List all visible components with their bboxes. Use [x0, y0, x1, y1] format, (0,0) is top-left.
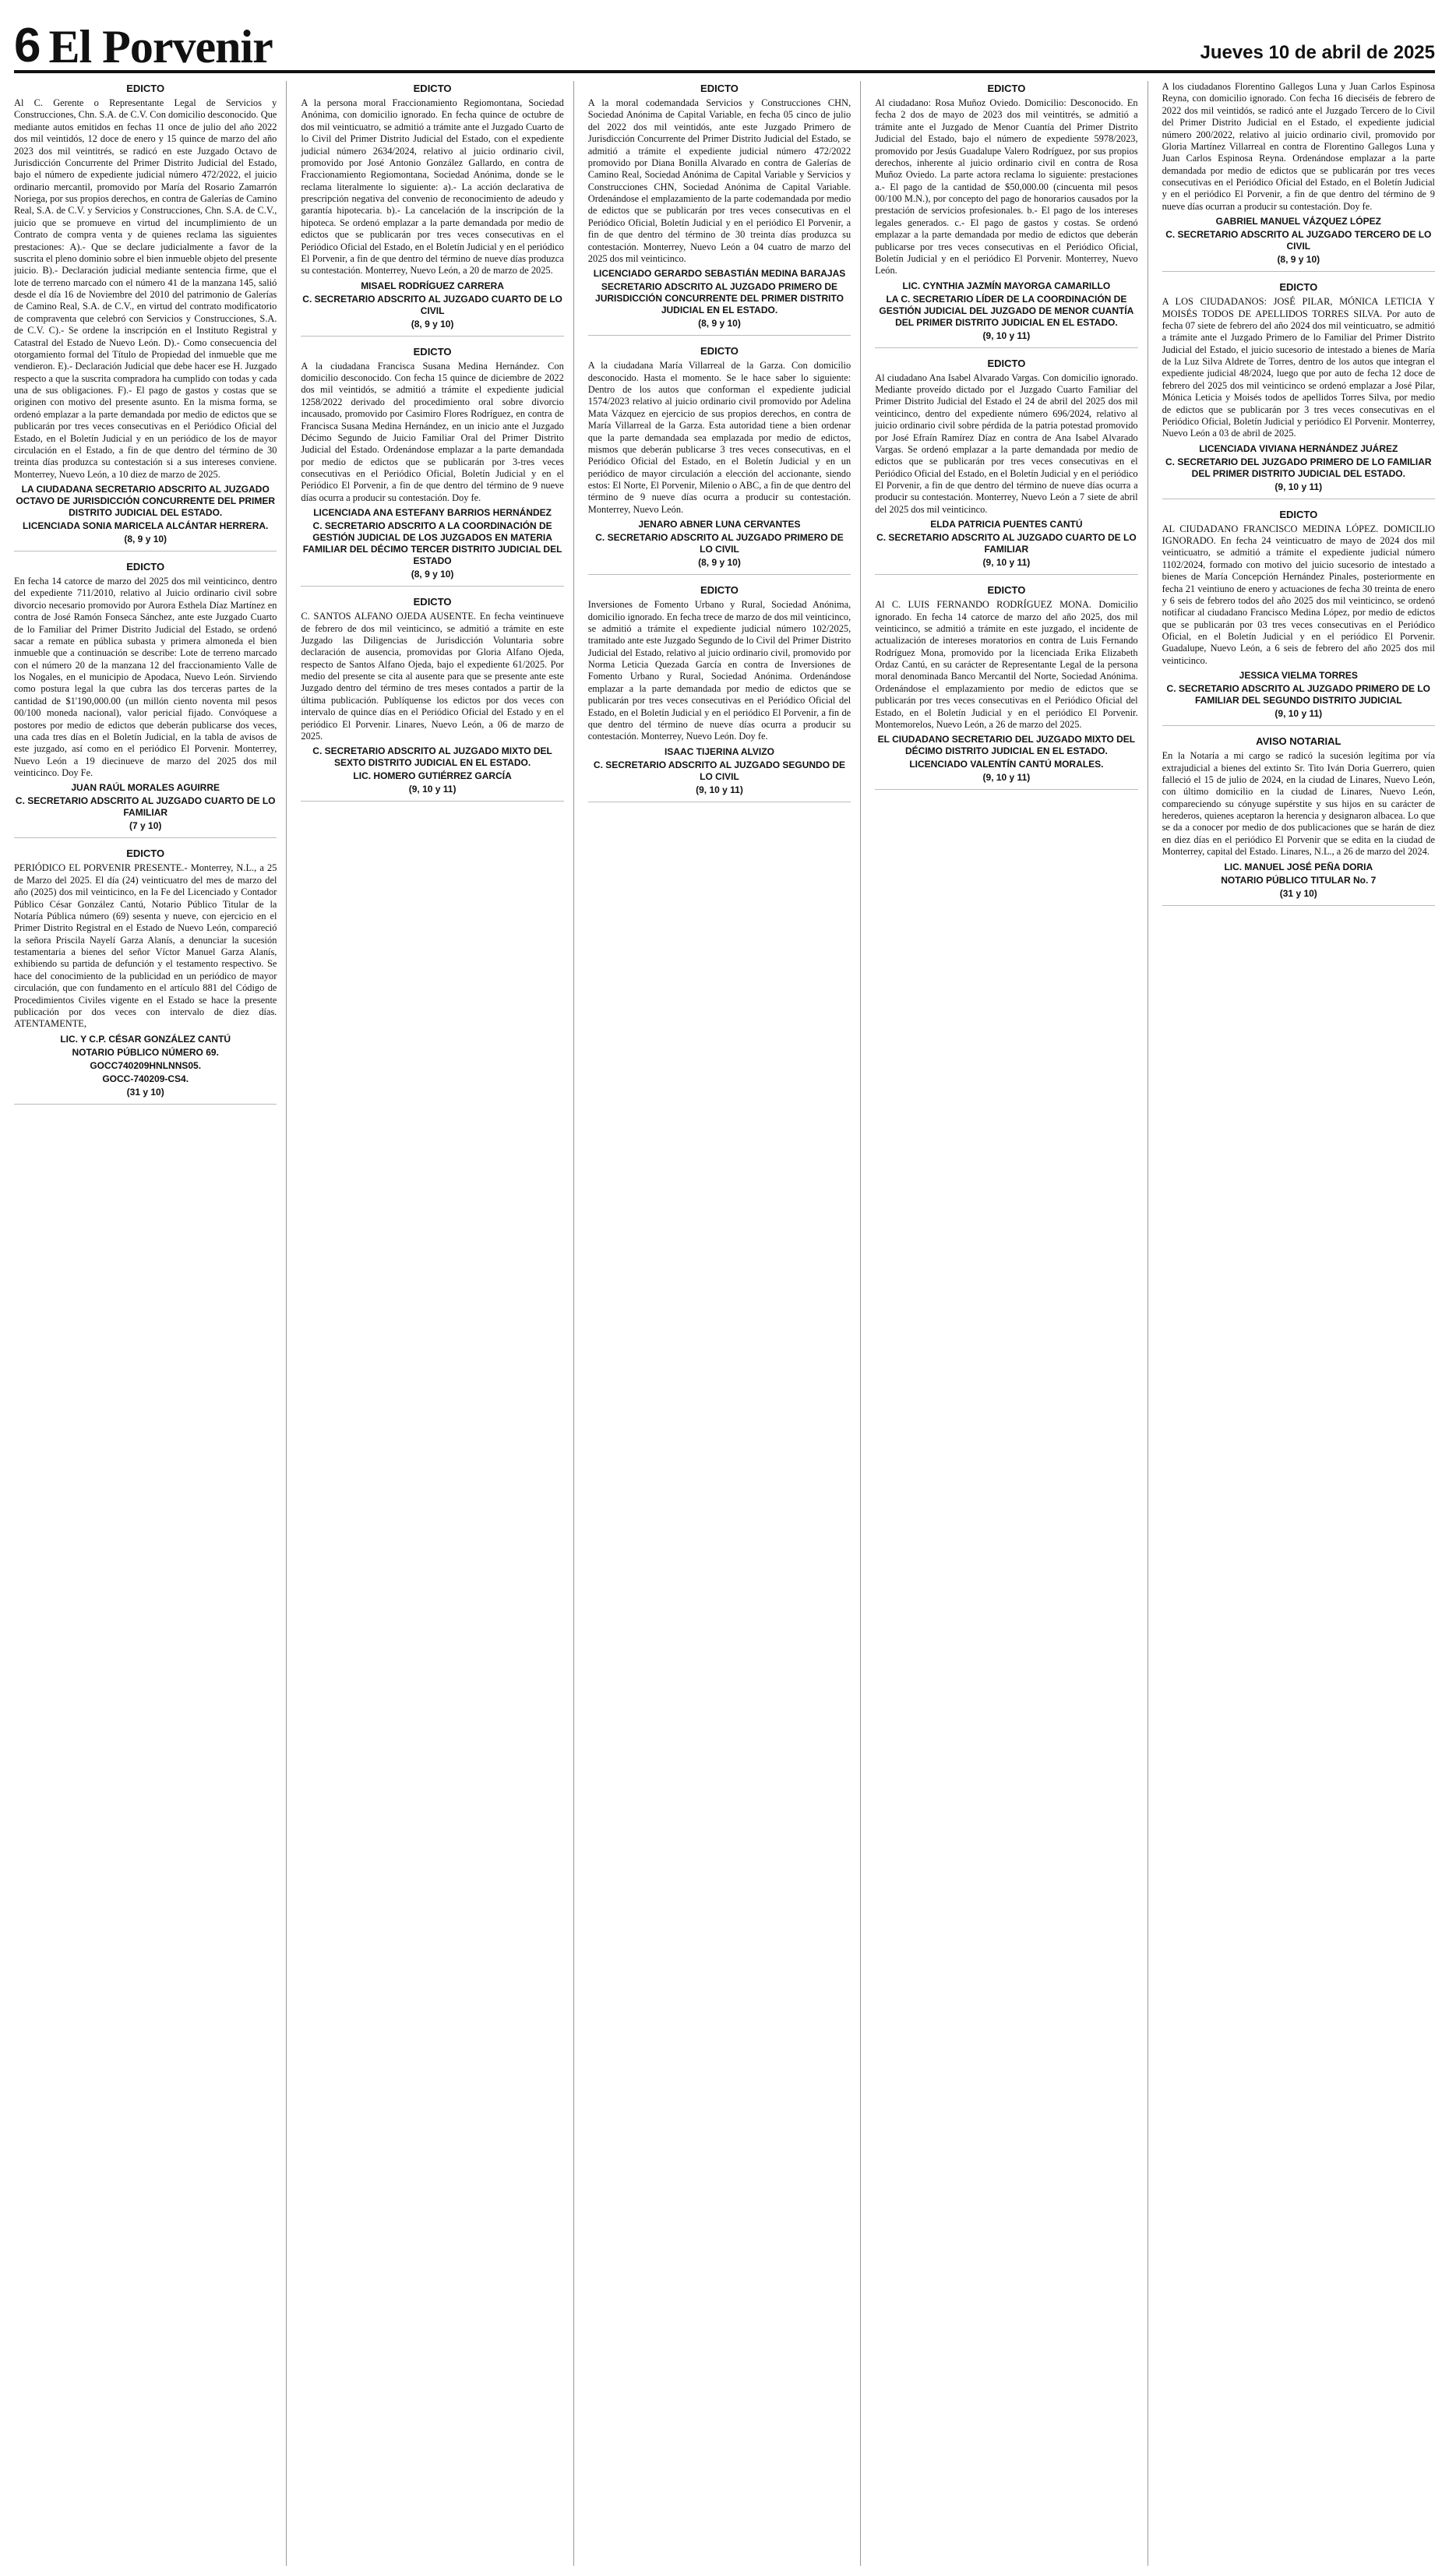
legal-notices-columns — [14, 81, 1435, 2566]
edict-heading: EDICTO — [700, 584, 739, 597]
edict-signature-line: LIC. Y C.P. CÉSAR GONZÁLEZ CANTÚ — [60, 1033, 231, 1045]
edict-body: Al C. LUIS FERNANDO RODRÍGUEZ MONA. Domicilio ignorado. En fecha 14 catorce de marzo del año 2025, dos mil veinticinco, se admitió a trámite en este juzgado, el incidente de actualización de intereses moratorios en contra de Luis Fernando Rodríguez Mona, promovido por la licenciada Erika Elizabeth Ordaz Cantú, en su carácter de Representante Legal de la persona moral denominada Banco Mercantil del Norte, Sociedad Anónima. Ordenándose el emplazamiento por medio de edictos que se publicarán por tres veces consecutivas en el Periódico Oficial del Estado, en el Boletín Judicial y en el periódico El Porvenir. Montemorelos, Nuevo León, a 26 de marzo del 2025. — [875, 599, 1138, 730]
edict-signature-line: C. SECRETARIO ADSCRITO AL JUZGADO CUARTO DE LO CIVIL — [302, 293, 562, 316]
edict-signature-line: C. SECRETARIO ADSCRITO A LA COORDINACIÓN DE GESTIÓN JUDICIAL DE LOS JUZGADOS EN MATERIA FAMILIAR DEL DÉCIMO TERCER DISTRITO JUDICIAL DEL ESTADO — [302, 520, 562, 567]
edict-signature-line: MISAEL RODRÍGUEZ CARRERA — [361, 280, 504, 291]
edict-body: Inversiones de Fomento Urbano y Rural, Sociedad Anónima, domicilio ignorado. En fecha trece de marzo de dos mil veinticinco, se admitió a trámite el expediente judicial número 102/2025, tramitado ante este Juzgado Segundo de lo Civil del Primer Distrito Judicial del Estado, relativo al juicio ordinario civil, promovido por Norma Leticia Quezada García en contra de Inversiones de Fomento Urbano y Rural, Sociedad Anónima. Ordenándose emplazar a la parte demandada por medio de edictos que se publicarán por tres veces consecutivas en el Periódico Oficial del Estado, en el Boletín Judicial y en el periódico El Porvenir, a fin de que dentro del término de nueve días ocurra a producir su contestación. Monterrey, Nuevo León. Doy fe. — [587, 599, 851, 742]
edict-notice — [588, 345, 851, 575]
edict-signature-line: C. SECRETARIO ADSCRITO AL JUZGADO PRIMERO DE LO CIVIL — [595, 532, 844, 555]
edict-notice — [14, 83, 277, 551]
edict-signature-line: LA CIUDADANA SECRETARIO ADSCRITO AL JUZGADO OCTAVO DE JURISDICCIÓN CONCURRENTE DEL PRIMER DISTRITO JUDICIAL DEL ESTADO. — [16, 484, 276, 518]
edict-signature-line: LA C. SECRETARIO LÍDER DE LA COORDINACIÓN DE GESTIÓN JUDICIAL DEL JUZGADO DE MENOR CUANTÍA DEL PRIMER DISTRITO JUDICIAL EN EL ESTADO. — [879, 293, 1134, 328]
edict-signature-line: GOCC740209HNLNNS05. — [90, 1059, 202, 1071]
edict-signature-line: LICENCIADO VALENTÍN CANTÚ MORALES. — [909, 759, 1104, 770]
edict-notice — [301, 596, 563, 802]
edict-signature-line: LIC. CYNTHIA JAZMÍN MAYORGA CAMARILLO — [902, 280, 1111, 291]
edict-body: A la moral codemandada Servicios y Construcciones CHN, Sociedad Anónima de Capital Variable, en fecha 05 cinco de julio del 2022 dos mil veintidós, ante este Juzgado Primero de Jurisdicción Concurrente del Primer Distrito Judicial del Estado, se admitió a trámite el expediente judicial número 472/2022 promovido por Diana Bonilla Alvarado en contra de Galerías de Camino Real, Sociedad Anónima de Capital Variable y Servicios y Construcciones CHN, Sociedad Anónima de Capital Variable. Ordenándose el emplazamiento de la parte codemandada por medio de edictos que se publicarán por tres veces consecutivas en el Periódico Oficial, Boletín Judicial y en el periódico El Porvenir, a fin de que dentro del término de 30 treinta días produzca su contestación. Monterrey, Nuevo León a 04 cuatro de marzo del 2025 dos mil veinticinco. — [587, 97, 851, 264]
edict-heading: EDICTO — [126, 561, 165, 573]
edict-notice — [588, 83, 851, 336]
publication-dates: (8, 9 y 10) — [124, 534, 167, 544]
publication-dates: (9, 10 y 11) — [982, 772, 1031, 784]
edict-heading: EDICTO — [413, 345, 452, 358]
edict-heading: EDICTO — [700, 345, 739, 358]
edict-signature-line: JENARO ABNER LUNA CERVANTES — [638, 519, 801, 530]
publication-dates: (31 y 10) — [1279, 887, 1317, 899]
edict-notice — [301, 83, 563, 337]
newspaper-name: El Porvenir — [48, 21, 273, 72]
edict-signature-line: NOTARIO PÚBLICO NÚMERO 69. — [72, 1046, 219, 1058]
edict-signature-line: NOTARIO PÚBLICO TITULAR No. 7 — [1221, 874, 1377, 886]
publication-dates: (31 y 10) — [126, 1086, 164, 1098]
edict-heading: EDICTO — [987, 357, 1026, 369]
edict-notice — [875, 584, 1137, 790]
edict-heading: EDICTO — [700, 83, 739, 94]
edict-signature-line: SECRETARIO ADSCRITO AL JUZGADO PRIMERO DE JURISDICCIÓN CONCURRENTE DEL PRIMER DISTRITO JUDICIAL EN EL ESTADO. — [595, 281, 844, 316]
publication-dates: (8, 9 y 10) — [698, 557, 741, 569]
column-4 — [875, 81, 1148, 2566]
edict-signature-line: EL CIUDADANO SECRETARIO DEL JUZGADO MIXTO DEL DÉCIMO DISTRITO JUDICIAL EN EL ESTADO. — [877, 734, 1136, 757]
edict-signature-line: C. SECRETARIO ADSCRITO AL JUZGADO CUARTO DE LO FAMILIAR — [15, 795, 276, 819]
edict-signature-line: LICENCIADA SONIA MARICELA ALCÁNTAR HERRERA. — [23, 520, 269, 531]
edict-heading: EDICTO — [413, 596, 452, 608]
issue-date: Jueves 10 de abril de 2025 — [1200, 42, 1435, 63]
publication-dates: (9, 10 y 11) — [696, 784, 743, 795]
edict-body: A LOS CIUDADANOS: JOSÉ PILAR, MÓNICA LETICIA Y MOISÉS TODOS DE APELLIDOS TORRES SILVA. Por auto de fecha 07 siete de febrero del año 2024 dos mil veinticuatro, se admitió a trámite ante el Juzgado Primero de lo Familiar del Primer Distrito Judicial del Estado, el juicio sucesorio de intestado a bienes de María de la Luz Silva Aldrete de Torres, dentro de los autos que integran el expediente judicial 48/2024, luego que por auto de fecha 12 doce de febrero del 2025 dos mil veinticinco se ordenó emplazar a José Pilar, Mónica Leticia y Moisés todos de apellidos Torres Silva, por medio de edictos que se publicarán por 3 tres veces consecutivas en el Periódico Oficial, Boletín Judicial y periódico El Porvenir. Monterrey, Nuevo León a 03 de abril de 2025. — [1162, 296, 1435, 439]
column-3 — [588, 81, 861, 2566]
page-number: 6 — [14, 19, 41, 72]
publication-dates: (9, 10 y 11) — [1274, 481, 1323, 492]
edict-body: En la Notaría a mi cargo se radicó la sucesión legítima por vía extrajudicial a bienes del extinto Sr. Tito Iván Doria Guerrero, quien falleció el 15 de julio de 2024, en la ciudad de Linares, Nuevo León, con último domicilio en la ciudad de Linares, Nuevo León, compareciendo su cónyuge supérstite y sus hijos en su carácter de herederos, quienes aceptaron la herencia y designaron albacea. Lo que se da a conocer por medio de dos publicaciones que se harán de diez en diez días en el periódico El Porvenir que se edita en la ciudad de Monterrey, capital del Estado. Linares, N.L., a 26 de marzo del 2024. — [1162, 750, 1435, 858]
edict-signature-line: GABRIEL MANUEL VÁZQUEZ LÓPEZ — [1215, 216, 1381, 227]
edict-signature-line: LICENCIADA ANA ESTEFANY BARRIOS HERNÁNDEZ — [313, 507, 552, 519]
publication-dates: (9, 10 y 11) — [982, 329, 1031, 341]
edict-notice — [301, 346, 563, 587]
publication-dates: (8, 9 y 10) — [698, 318, 741, 329]
edict-body: Al C. Gerente o Representante Legal de Servicios y Construcciones, Chn. S.A. de C.V. Con domicilio desconocido. Que mediante autos emitidos en fechas 11 once de julio del año 2022 dos mil veintidós, 12 doce de enero y 15 quince de marzo del año 2023 dos mil veintitrés, se radicó en este Juzgado Octavo de Jurisdicción Concurrente del Primer Distrito Judicial del Estado, bajo el número de expediente judicial número 472/2022, el juicio ordinario mercantil, promovido por María del Rosario Zamarrón Noriega, por sus propios derechos, en contra de Galerías de Camino Real, S.A. de C.V. y Servicios y Construcciones, Chn. S.A. de C.V., juicio que se promueve en virtud del incumplimiento de un Contrato de compra venta y de quienes reclama las siguientes prestaciones: A).- Que se declare judicialmente a favor de la suscrita el pleno dominio sobre el bien inmueble objeto del presente juicio. B).- Declaración judicial mediante sentencia firme, que el lote de terreno marcado con el número 41 de la manzana 145, salió desde el día 16 de Noviembre del 2010 del patrimonio de Galerías de Camino Real, S.A. de C.V., en virtud del contrato modificatorio de compraventa que celebró con Servicios y Construcciones, S.A. de C.V. C).- Se ordene la inscripción en el Instituto Registral y Catastral del Estado de Nuevo León. D).- Como consecuencia del otorgamiento formal del Título de Propiedad del inmueble que me vendieron. E).- Declaración Judicial que debe hacer ese H. Juzgado respecto a que la suscrita compradora ha cumplido con todas y cada una de sus obligaciones. F).- El pago de gastos y costas que se originen con motivo del presente asunto. En la misma forma, se ordenó emplazar a la parte demandada por medio de edictos que se publicarán por tres veces consecutivas en el Periódico Oficial del Estado, en el Boletín Judicial y en un periódico de los de mayor circulación en el Estado, a fin de que dentro del término de 30 treinta días produzca su contestación si a sus intereses conviene. Monterrey, Nuevo León, a 10 diez de marzo de 2025. — [14, 97, 277, 480]
edict-signature-line: C. SECRETARIO DEL JUZGADO PRIMERO DE LO FAMILIAR DEL PRIMER DISTRITO JUDICIAL DEL ESTADO. — [1165, 456, 1432, 479]
edict-signature-line: LIC. MANUEL JOSÉ PEÑA DORIA — [1224, 861, 1373, 872]
edict-signature-line: GOCC-740209-CS4. — [102, 1073, 189, 1084]
edict-notice — [1162, 509, 1435, 727]
edict-signature-line: LICENCIADA VIVIANA HERNÁNDEZ JUÁREZ — [1199, 442, 1398, 454]
publication-dates: (8, 9 y 10) — [1277, 254, 1320, 266]
edict-signature-line: LIC. HOMERO GUTIÉRREZ GARCÍA — [353, 770, 512, 782]
edict-heading: EDICTO — [987, 584, 1026, 597]
edict-body: Al ciudadano Ana Isabel Alvarado Vargas. Con domicilio ignorado. Mediante proveído dictado por el Juzgado Cuarto Familiar del Primer Distrito Judicial del Estado el 24 de abril del 2025 dos mil veinticinco, dentro del expediente número 696/2024, relativo al juicio ordinario civil sobre pérdida de la patria potestad promovido por José Efraín Ramírez Díaz en contra de Ana Isabel Alvarado Vargas. Se ordenó emplazar a la parte demandada por medio de edictos que se publicarán por tres veces consecutivas en el Periódico Oficial del Estado, en el Boletín Judicial y en el periódico El Porvenir, a fin de que dentro del término de nueve días ocurra a producir su contestación. Monterrey, Nuevo León a 7 siete de abril del 2025 dos mil veinticinco. — [875, 372, 1138, 515]
publication-dates: (8, 9 y 10) — [411, 569, 454, 580]
edict-signature-line: ISAAC TIJERINA ALVIZO — [665, 745, 774, 757]
edict-signature-line: C. SECRETARIO ADSCRITO AL JUZGADO CUARTO DE LO FAMILIAR — [876, 532, 1137, 555]
edict-notice — [1162, 281, 1435, 499]
edict-heading: EDICTO — [1279, 508, 1318, 520]
edict-notice — [1162, 81, 1435, 272]
edict-signature-line: ELDA PATRICIA PUENTES CANTÚ — [930, 519, 1083, 530]
edict-signature-line: JESSICA VIELMA TORRES — [1239, 670, 1358, 682]
edict-body: AL CIUDADANO FRANCISCO MEDINA LÓPEZ. DOMICILIO IGNORADO. En fecha 24 veinticuatro de mayo de 2024 dos mil veinticuatro, se admitió a trámite el expediente judicial número 1102/2024, formado con motivo del juicio sucesorio de intestado a bienes de María Concepción Hernández Pinales, posteriormente en fecha 21 veintiuno de enero y actuaciones de fecha 30 treinta de enero y 6 seis de febrero todos del año 2025 dos mil veinticinco, se ordenó notificar al ciudadano Francisco Medina López, por medio de edictos que se publicarán por 03 tres veces consecutivas en el Periódico Oficial, en el Boletín Judicial y en el periódico El Porvenir. Guadalupe, Nuevo León, a 6 seis de febrero del año 2025 dos mil veinticinco. — [1162, 523, 1435, 666]
publication-dates: (7 y 10) — [129, 820, 162, 832]
publication-dates: (9, 10 y 11) — [1274, 708, 1323, 720]
brand — [14, 19, 273, 72]
edict-body: A los ciudadanos Florentino Gallegos Luna y Juan Carlos Espinosa Reyna, con domicilio ignorado. Con fecha 16 dieciséis de febrero de 2022 dos mil veintidós, se radicó ante el Juzgado Tercero de lo Civil del Primer Distrito Judicial en el Estado, el expediente judicial número 200/2022, relativo al juicio ordinario civil, promovido por Gloria Martínez Villarreal en contra de Florentino Gallegos Luna y Juan Carlos Espinosa Reyna. Ordenándose emplazar a la parte demandada por medio de edictos que se publicarán por tres veces consecutivas en el Periódico Oficial del Estado, en el Boletín Judicial y en el periódico El Porvenir, a fin de que dentro del término de 9 nueve días ocurran a producir su contestación. Doy fe. — [1162, 81, 1435, 212]
edict-signature-line: C. SECRETARIO ADSCRITO AL JUZGADO PRIMERO DE LO FAMILIAR DEL SEGUNDO DISTRITO JUDICIAL — [1166, 683, 1431, 707]
publication-dates: (9, 10 y 11) — [408, 784, 457, 795]
edict-notice — [875, 83, 1137, 348]
edict-heading: EDICTO — [987, 83, 1026, 94]
column-5 — [1162, 81, 1435, 2566]
edict-notice — [875, 358, 1137, 576]
edict-body: A la ciudadana María Villarreal de la Garza. Con domicilio desconocido. Hasta el momento. Se le hace saber lo siguiente: Dentro de los autos que conforman el expediente judicial 1574/2023 relativo al juicio ordinario civil promovido por Adelina Mata Vázquez en ejercicio de sus propios derechos, en contra de María Villarreal de la Garza. Esta autoridad tiene a bien ordenar que la parte demandada sea emplazada por medio de edictos, mismos que deberán publicarse 3 tres veces consecutivas, en el Periódico Oficial del Estado, en el Boletín Judicial y en un periódico de mayor circulación a elección del accionante, siendo estos: El Norte, El Porvenir, Milenio o ABC, a fin de que dentro del término de 9 nueve días ocurra a producir su contestación. Monterrey, Nuevo León. — [587, 360, 851, 515]
edict-heading: EDICTO — [413, 83, 452, 94]
edict-body: Al ciudadano: Rosa Muñoz Oviedo. Domicilio: Desconocido. En fecha 2 dos de mayo de 2023 dos mil veintitrés, se admitió a trámite ante el Juzgado de Menor Cuantía del Primer Distrito Judicial del Estado, bajo el número de expediente 5978/2023, promovido por Jesús Guadalupe Valero Rodríguez, por sus propios derechos, inherente al juicio ordinario civil en contra de Rosa Muñoz Oviedo. La parte actora reclama lo siguiente: prestaciones a.- El pago de la cantidad de $50,000.00 (cincuenta mil pesos 00/100 M.N.), por concepto del pago de honorarios causados por la prestación de servicios profesionales. b.- El pago de los intereses legales generados. c.- El pago de gastos y costas. Se ordenó emplazar a la parte demandada por medio de edictos que deberán publicarse por tres veces consecutivas en el Periódico Oficial, Boletín Judicial y en el periódico El Porvenir. Monterrey, Nuevo León. — [875, 97, 1138, 277]
column-1 — [14, 81, 287, 2566]
edict-body: C. SANTOS ALFANO OJEDA AUSENTE. En fecha veintinueve de febrero de dos mil veinticinco, se admitió a trámite en este Juzgado las Diligencias de Jurisdicción Voluntaria sobre declaración de ausencia, promovidas por Gloria Alfano Ojeda, respecto de Santos Alfano Ojeda, bajo el expediente 61/2025. Por medio del presente se cita al ausente para que se presente ante este Juzgado dentro del término de tres meses contados a partir de la última publicación. Publíquense los edictos por dos veces con intervalo de quince días en el Periódico Oficial del Estado y en el periódico El Porvenir. Linares, Nuevo León, a 06 de marzo de 2025. — [301, 611, 564, 742]
edict-signature-line: JUAN RAÚL MORALES AGUIRRE — [71, 782, 220, 794]
edict-body: A la persona moral Fraccionamiento Regiomontana, Sociedad Anónima, con domicilio ignorado. En fecha quince de octubre de dos mil veinticuatro, se admitió a trámite ante el Juzgado Cuarto de lo Civil del Primer Distrito Judicial del Estado, con el expediente judicial número 2634/2024, relativo al juicio ordinario civil, promovido por José Antonio González Gallardo, en contra de Fraccionamiento Regiomontana, Sociedad Anónima, donde se le reclama literalmente lo siguiente: a).- La acción declarativa de prescripción negativa del convenio de reconocimiento de adeudo y garantía hipotecaria. b).- La cancelación de la inscripción de la hipoteca. Se ordenó emplazar a la parte demandada por medio de edictos que se publicarán por tres veces consecutivas en el Periódico Oficial del Estado, en el Boletín Judicial y en el periódico El Porvenir, a fin de que dentro del término de nueve días produzca su contestación. Monterrey, Nuevo León, a 20 de marzo de 2025. — [301, 97, 564, 277]
edict-notice — [588, 584, 851, 802]
edict-signature-line: LICENCIADO GERARDO SEBASTIÁN MEDINA BARAJAS — [593, 268, 846, 280]
edict-signature-line: C. SECRETARIO ADSCRITO AL JUZGADO SEGUNDO DE LO CIVIL — [593, 759, 846, 782]
edict-notice — [14, 848, 277, 1104]
masthead — [14, 11, 1435, 73]
edict-signature-line: C. SECRETARIO ADSCRITO AL JUZGADO TERCERO DE LO CIVIL — [1165, 229, 1432, 252]
publication-dates: (8, 9 y 10) — [411, 318, 454, 329]
column-2 — [301, 81, 573, 2566]
edict-heading: EDICTO — [1279, 281, 1318, 294]
edict-body: PERIÓDICO EL PORVENIR PRESENTE.- Monterrey, N.L., a 25 de Marzo del 2025. El día (24) veinticuatro del mes de marzo del año (2025) dos mil veinticinco, en la Fe del Licenciado y Contador Público César González Cantú, Notario Público Titular de la Notaría Pública número (69) sesenta y nueve, con ejercicio en el Primer Distrito Registral en el Estado de Nuevo León, compareció la señora Priscila Nayelí Garza Alanís, a denunciar la sucesión testamentaria a bienes del señor Víctor Manuel Garza Alanís, exhibiendo su partida de defunción y el testamento respectivo. Se hace del conocimiento de la publicidad en un periódico de mayor circulación, que con fundamento en el artículo 881 del Código de Procedimientos Civiles vigente en el Estado se hace la presente publicación por dos veces con intervalo de diez días. ATENTAMENTE, — [14, 862, 277, 1030]
edict-heading: AVISO NOTARIAL — [1256, 735, 1341, 748]
edict-signature-line: C. SECRETARIO ADSCRITO AL JUZGADO MIXTO DEL SEXTO DISTRITO JUDICIAL EN EL ESTADO. — [312, 745, 552, 769]
publication-dates: (9, 10 y 11) — [982, 557, 1031, 569]
edict-body: A la ciudadana Francisca Susana Medina Hernández. Con domicilio desconocido. Con fecha 15 quince de diciembre de 2022 dos mil veintidós, se admitió a trámite el expediente judicial 1258/2022 derivado del procedimiento oral sobre divorcio incausado, promovido por Casimiro Flores Rodríguez, en contra de Francisca Susana Medina Hernández, en un inicio ante el Juzgado Décimo Segundo de Juicio Familiar Oral del Primer Distrito Judicial del Estado. Ordenándose emplazar a la parte demandada por medio de edictos que se publicarán por 3-tres veces consecutivas en el Periódico Oficial, Boletín Judicial y en el Periódico El Porvenir, a fin de que dentro del término de 9 nueve días ocurra a producir su contestación. Doy fe. — [301, 360, 564, 503]
edict-body: En fecha 14 catorce de marzo del 2025 dos mil veinticinco, dentro del expediente 711/2010, relativo al Juicio ordinario civil sobre divorcio necesario promovido por Aurora Esthela Díaz Martínez en contra de José Ramón Fonseca Sánchez, ante este Juzgado Cuarto de lo Familiar del Primer Distrito Judicial del Estado, se ordenó sacar a remate en pública subasta y primera almoneda el bien inmueble que a continuación se describe: Lote de terreno marcado con el número 20 de la manzana 12 del fraccionamiento Valle de los Nogales, en el municipio de Apodaca, Nuevo León. Sirviendo como postura legal la que cubra las dos terceras partes de la cantidad de $1'190,000.00 (un millón ciento noventa mil pesos 00/100 moneda nacional), valor pericial fijado. Convóquese a postores por medio de edictos que deberán publicarse dos veces, una cada tres días en el Boletín Judicial, en la tabla de avisos de este juzgado, así como en el periódico El Porvenir. Monterrey, Nuevo León a 19 diecinueve de marzo del 2025 dos mil veinticinco. Doy Fe. — [14, 576, 277, 778]
edict-heading: EDICTO — [126, 848, 165, 860]
edict-notice — [14, 561, 277, 838]
edict-heading: EDICTO — [126, 83, 165, 94]
edict-notice — [1162, 735, 1435, 905]
